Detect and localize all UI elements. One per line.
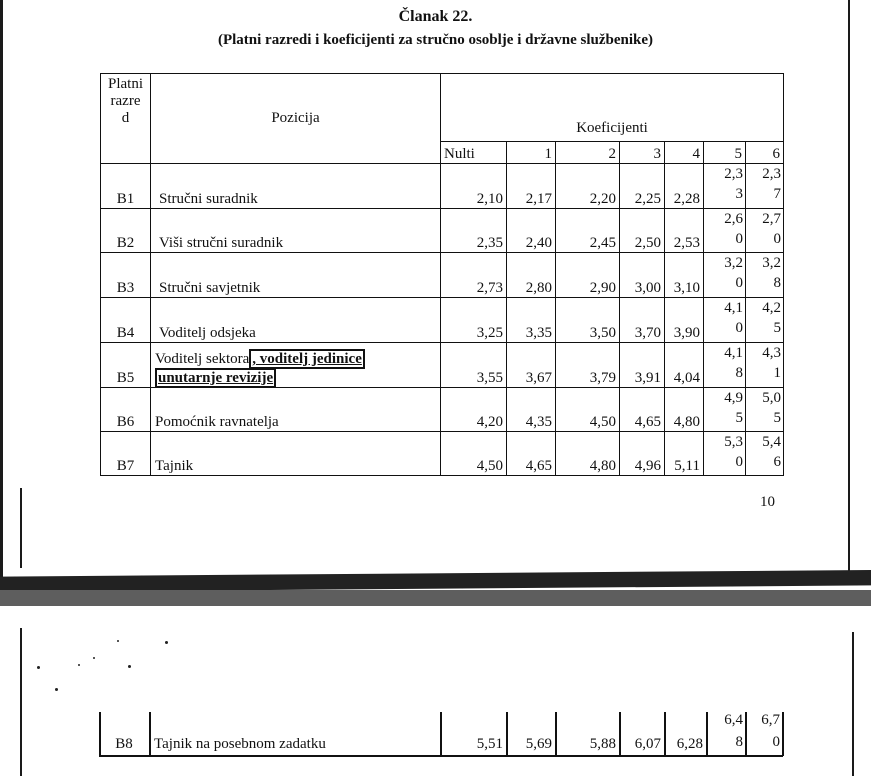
row-value-1: 3,35 xyxy=(507,298,556,343)
header-col-1: 1 xyxy=(507,142,556,164)
row-position: Stručni savjetnik xyxy=(151,253,441,298)
value-5-part2: 0 xyxy=(735,454,743,470)
row-grade: B3 xyxy=(101,253,151,298)
row-value-2: 2,90 xyxy=(556,253,620,298)
value-6-part2: 1 xyxy=(773,365,782,381)
value-6-part1: 6,7 xyxy=(761,712,780,728)
row-value-1: 2,17 xyxy=(507,164,556,209)
row-value-2: 2,20 xyxy=(556,164,620,209)
value-5-part1: 4,1 xyxy=(724,300,743,316)
row-border xyxy=(782,712,784,756)
row-value-4: 4,80 xyxy=(665,388,704,432)
value-6-part1: 2,3 xyxy=(762,166,782,182)
row-value-2: 2,45 xyxy=(556,209,620,253)
value-5-part2: 8 xyxy=(735,365,743,381)
row-value-4: 3,10 xyxy=(665,253,704,298)
header-grade-line2: razre xyxy=(110,93,141,109)
header-col-5: 5 xyxy=(704,142,746,164)
header-position: Pozicija xyxy=(151,74,441,164)
row-position: Stručni suradnik xyxy=(151,164,441,209)
row-value-nulti: 4,50 xyxy=(441,432,507,476)
header-col-2: 2 xyxy=(556,142,620,164)
value-5-part2: 0 xyxy=(735,275,743,291)
row-position: Viši stručni suradnik xyxy=(151,209,441,253)
row-value-2: 4,50 xyxy=(556,388,620,432)
header-coefficients: Koeficijenti xyxy=(441,74,784,142)
value-6-part1: 5,4 xyxy=(762,434,782,450)
value-6-part1: 5,0 xyxy=(762,390,782,406)
row-value-1: 4,35 xyxy=(507,388,556,432)
value-6-part2: 0 xyxy=(772,734,780,750)
row-value-2: 3,79 xyxy=(556,343,620,388)
row-value-4: 2,28 xyxy=(665,164,704,209)
row-grade: B4 xyxy=(101,298,151,343)
row-grade: B5 xyxy=(101,343,151,388)
row-value-3: 6,07 xyxy=(634,736,661,752)
header-grade-line1: Platni xyxy=(107,76,143,92)
row-value-4: 4,04 xyxy=(665,343,704,388)
value-6-part2: 6 xyxy=(773,454,782,470)
row-position: Tajnik xyxy=(151,432,441,476)
value-6-part2: 8 xyxy=(773,275,782,291)
header-col-nulti: Nulti xyxy=(441,142,507,164)
highlighted-text: , voditelj jedinice xyxy=(249,349,365,369)
header-grade-line3: d xyxy=(121,110,130,126)
value-6-part2: 7 xyxy=(773,186,782,202)
row-value-1: 2,40 xyxy=(507,209,556,253)
position-line1-text: Voditelj sektora xyxy=(155,351,250,367)
row-value-nulti: 5,51 xyxy=(476,736,503,752)
row-value-2: 4,80 xyxy=(556,432,620,476)
row-position: Tajnik na posebnom zadatku xyxy=(154,736,326,752)
row-value-2: 3,50 xyxy=(556,298,620,343)
row-value-nulti: 3,25 xyxy=(441,298,507,343)
row-value-3: 2,50 xyxy=(620,209,665,253)
row-value-3: 3,91 xyxy=(620,343,665,388)
row-value-1: 3,67 xyxy=(507,343,556,388)
row-value-nulti: 2,35 xyxy=(441,209,507,253)
row-value-4: 5,11 xyxy=(665,432,704,476)
article-title: Članak 22. xyxy=(398,8,473,25)
value-5-part1: 2,3 xyxy=(724,166,743,182)
row-value-1: 4,65 xyxy=(507,432,556,476)
article-subtitle: (Platni razredi i koeficijenti za stručno osoblje i državne službenike) xyxy=(217,32,654,48)
row-value-1: 5,69 xyxy=(525,736,552,752)
value-5-part2: 0 xyxy=(735,320,743,336)
row-grade: B7 xyxy=(101,432,151,476)
value-6-part1: 4,2 xyxy=(762,300,782,316)
value-5-part2: 8 xyxy=(735,734,743,750)
row-grade: B1 xyxy=(101,164,151,209)
row-border xyxy=(99,755,783,757)
row-value-2: 5,88 xyxy=(589,736,616,752)
row-value-4: 2,53 xyxy=(665,209,704,253)
row-value-4: 3,90 xyxy=(665,298,704,343)
row-position: Voditelj odsjeka xyxy=(151,298,441,343)
value-5-part1: 3,2 xyxy=(724,255,743,271)
value-6-part1: 4,3 xyxy=(762,345,782,361)
header-col-6: 6 xyxy=(746,142,784,164)
value-5-part2: 3 xyxy=(735,186,743,202)
value-6-part2: 5 xyxy=(773,320,782,336)
value-6-part1: 3,2 xyxy=(762,255,782,271)
row-grade: B2 xyxy=(101,209,151,253)
header-col-4: 4 xyxy=(665,142,704,164)
row-grade: B6 xyxy=(101,388,151,432)
row-value-nulti: 3,55 xyxy=(441,343,507,388)
value-5-part2: 0 xyxy=(735,231,743,247)
row-value-nulti: 2,73 xyxy=(441,253,507,298)
value-5-part1: 6,4 xyxy=(724,712,743,728)
value-6-part2: 5 xyxy=(773,410,782,426)
value-5-part1: 5,3 xyxy=(724,434,743,450)
row-value-4: 6,28 xyxy=(676,736,703,752)
row-value-nulti: 4,20 xyxy=(441,388,507,432)
value-5-part1: 2,6 xyxy=(724,211,743,227)
row-value-nulti: 2,10 xyxy=(441,164,507,209)
value-5-part2: 5 xyxy=(735,410,743,426)
value-5-part1: 4,9 xyxy=(724,390,743,406)
row-value-3: 4,65 xyxy=(620,388,665,432)
row-value-3: 3,00 xyxy=(620,253,665,298)
value-5-part1: 4,1 xyxy=(724,345,743,361)
value-6-part1: 2,7 xyxy=(762,211,782,227)
value-6-part2: 0 xyxy=(773,231,782,247)
row-grade: B8 xyxy=(115,736,133,752)
row-value-3: 2,25 xyxy=(620,164,665,209)
row-value-3: 4,96 xyxy=(620,432,665,476)
header-col-3: 3 xyxy=(620,142,665,164)
row-value-1: 2,80 xyxy=(507,253,556,298)
row-border xyxy=(149,712,151,756)
page-number: 10 xyxy=(760,494,775,510)
row-position: Pomoćnik ravnatelja xyxy=(151,388,441,432)
row-value-3: 3,70 xyxy=(620,298,665,343)
highlighted-text: unutarnje revizije xyxy=(155,368,276,388)
